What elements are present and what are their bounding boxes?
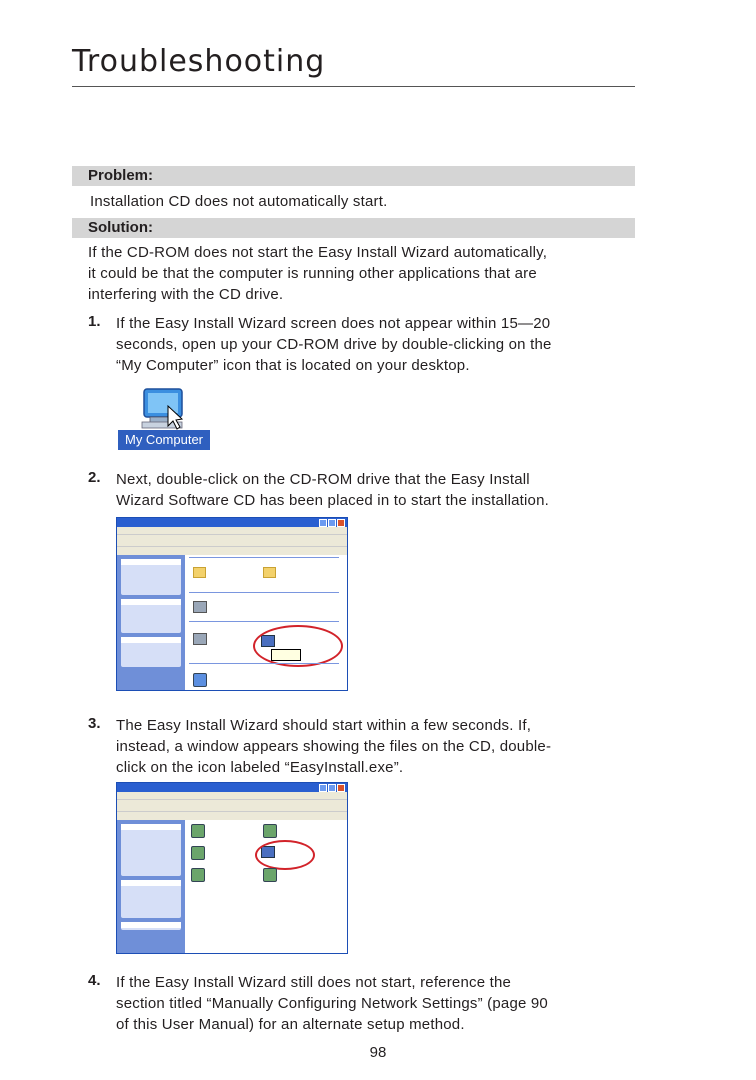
page-number: 98	[369, 1044, 387, 1061]
task-panel	[121, 880, 181, 918]
step-line: “My Computer” icon that is located on your desktop.	[116, 357, 470, 374]
window-menubar	[117, 792, 347, 799]
solution-line: it could be that the computer is running other applications that are	[88, 265, 537, 282]
step-1-text	[116, 313, 636, 376]
window-toolbar	[117, 534, 347, 546]
step-2-text	[116, 469, 636, 511]
step-number: 2.	[88, 469, 101, 486]
step-line: The Easy Install Wizard should start within a few seconds. If,	[116, 717, 532, 734]
title-rule	[72, 86, 635, 87]
window-task-pane	[117, 820, 185, 953]
maximize-icon	[328, 519, 336, 527]
solution-bar	[72, 218, 635, 238]
step-line: Next, double-click on the CD-ROM drive that the Easy Install	[116, 471, 530, 488]
window-address-bar	[117, 546, 347, 555]
close-icon	[337, 519, 345, 527]
problem-heading: Problem:	[88, 167, 154, 184]
step-line: section titled “Manually Configuring Network Settings” (page 90	[116, 995, 548, 1012]
my-computer-window-screenshot	[116, 517, 348, 691]
highlight-circle	[253, 625, 343, 667]
step-number: 3.	[88, 715, 101, 732]
problem-text: Installation CD does not automatically start.	[90, 193, 388, 210]
task-panel	[121, 922, 181, 930]
task-panel	[121, 559, 181, 595]
cd-files-window-screenshot	[116, 782, 348, 954]
solution-line: interfering with the CD drive.	[88, 286, 284, 303]
window-titlebar	[117, 518, 347, 527]
step-line: If the Easy Install Wizard screen does not appear within 15—20	[116, 315, 551, 332]
folder-icon	[193, 567, 206, 578]
task-panel	[121, 599, 181, 633]
group-header	[189, 663, 339, 664]
problem-bar	[72, 166, 635, 186]
file-icon	[263, 824, 277, 838]
window-toolbar	[117, 799, 347, 811]
solution-line: If the CD-ROM does not start the Easy Install Wizard automatically,	[88, 244, 548, 261]
window-menubar	[117, 527, 347, 534]
program-icon	[193, 673, 207, 687]
my-computer-icon	[118, 386, 210, 450]
step-4-text	[116, 972, 636, 1035]
task-panel	[121, 637, 181, 667]
close-icon	[337, 784, 345, 792]
solution-heading: Solution:	[88, 219, 153, 236]
solution-intro	[88, 242, 638, 305]
computer-icon	[118, 386, 210, 430]
step-line: seconds, open up your CD-ROM drive by double-clicking on the	[116, 336, 552, 353]
window-address-bar	[117, 811, 347, 820]
step-line: Wizard Software CD has been placed in to start the installation.	[116, 492, 550, 509]
floppy-drive-icon	[193, 633, 207, 645]
minimize-icon	[319, 519, 327, 527]
window-content	[187, 555, 347, 690]
my-computer-label: My Computer	[118, 430, 210, 450]
step-line: instead, a window appears showing the files on the CD, double-	[116, 738, 552, 755]
group-header	[189, 592, 339, 593]
step-line: of this User Manual) for an alternate setup method.	[116, 1016, 465, 1033]
folder-icon	[263, 567, 276, 578]
file-icon	[191, 846, 205, 860]
hard-drive-icon	[193, 601, 207, 613]
file-icon	[263, 868, 277, 882]
page-title: Troubleshooting	[72, 44, 326, 79]
step-number: 1.	[88, 313, 101, 330]
file-icon	[191, 868, 205, 882]
window-body	[117, 820, 347, 953]
highlight-circle	[255, 840, 315, 870]
task-panel	[121, 824, 181, 876]
file-icon	[191, 824, 205, 838]
window-content	[187, 820, 347, 953]
maximize-icon	[328, 784, 336, 792]
group-header	[189, 557, 339, 558]
window-body	[117, 555, 347, 690]
step-number: 4.	[88, 972, 101, 989]
step-line: If the Easy Install Wizard still does not start, reference the	[116, 974, 512, 991]
window-task-pane	[117, 555, 185, 690]
window-titlebar	[117, 783, 347, 792]
minimize-icon	[319, 784, 327, 792]
step-line: click on the icon labeled “EasyInstall.exe”.	[116, 759, 404, 776]
step-3-text	[116, 715, 636, 778]
group-header	[189, 621, 339, 622]
